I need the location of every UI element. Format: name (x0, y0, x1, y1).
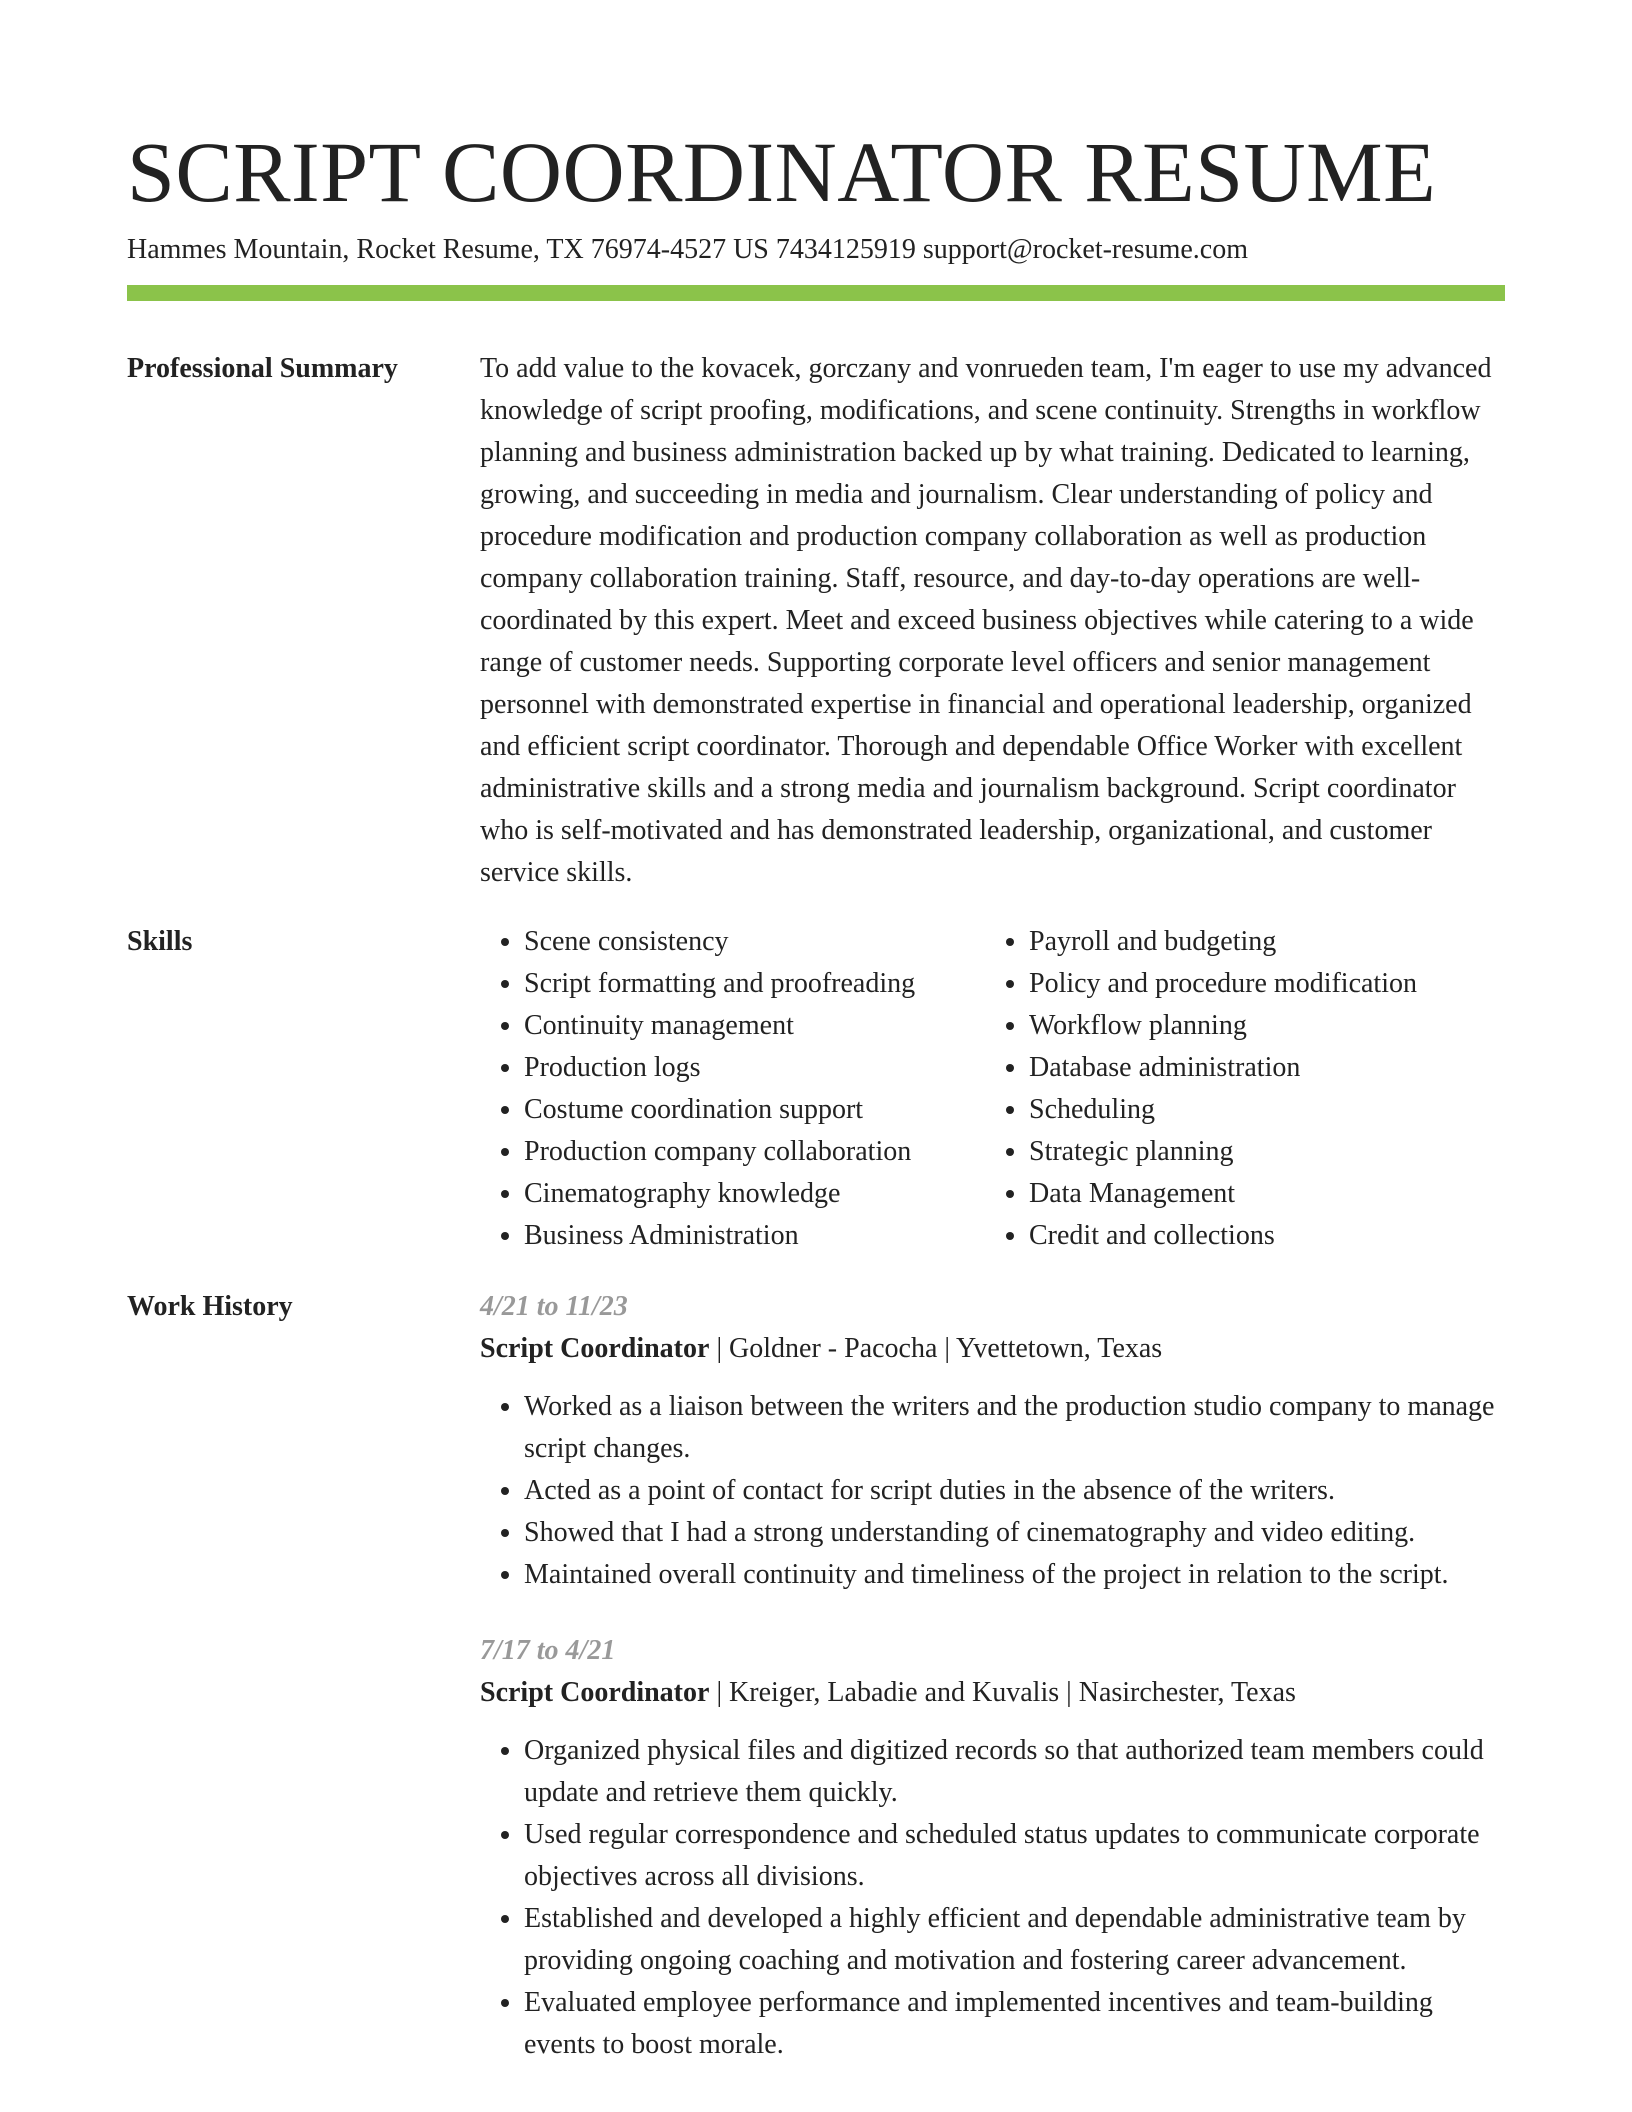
skill-item: • Workflow planning (1029, 1005, 1489, 1047)
job-bullet: • Established and developed a highly efficient and dependable administrative team by providing ongoing coaching and motivation and fostering career advancement. (524, 1898, 1505, 1982)
skills-list-right (984, 921, 1489, 1257)
job-title: Script Coordinator (480, 1333, 710, 1364)
summary-body (480, 348, 1505, 894)
skill-item: • Business Administration (524, 1215, 984, 1257)
job-dates: 4/21 to 11/23 (480, 1291, 628, 1322)
job-dates: 7/17 to 4/21 (480, 1635, 616, 1666)
skill-item: • Cinematography knowledge (524, 1173, 984, 1215)
skill-item: • Production company collaboration (524, 1131, 984, 1173)
job-bullet-list (480, 1730, 1505, 2066)
skills-label: Skills (127, 926, 193, 957)
job-bullet: • Used regular correspondence and scheduled status updates to communicate corporate objectives across all divisions. (524, 1814, 1505, 1898)
job-bullet: • Worked as a liaison between the writers and the production studio company to manage script changes. (524, 1386, 1505, 1470)
summary-label: Professional Summary (127, 353, 398, 384)
skills-columns (480, 921, 1505, 1257)
skill-item: • Database administration (1029, 1047, 1489, 1089)
skill-item: • Script formatting and proofreading (524, 963, 984, 1005)
skill-item: • Strategic planning (1029, 1131, 1489, 1173)
header-accent-rule (127, 285, 1505, 301)
resume-title: SCRIPT COORDINATOR RESUME (127, 124, 1437, 220)
job-bullet: • Organized physical files and digitized records so that authorized team members could update and retrieve them quickly. (524, 1730, 1505, 1814)
job-heading (480, 1328, 1505, 1370)
skill-item: • Scheduling (1029, 1089, 1489, 1131)
skill-item: • Policy and procedure modification (1029, 963, 1489, 1005)
job-title: Script Coordinator (480, 1677, 710, 1708)
job-details: | Goldner - Pacocha | Yvettetown, Texas (709, 1333, 1163, 1364)
skill-item: • Scene consistency (524, 921, 984, 963)
job-bullet: • Showed that I had a strong understanding of cinematography and video editing. (524, 1512, 1505, 1554)
summary-text: To add value to the kovacek, gorczany and vonrueden team, I'm eager to use my advanced knowledge of script proofing, modifications, and scene continuity. Strengths in workflow planning and business administration backed up by what training. Dedicated to learning, growing, and succeeding in media and journalism. Clear understanding of policy and procedure modification and production company collaboration as well as production company collaboration training. Staff, resource, and day-to-day operations are well-coordinated by this expert. Meet and exceed business objectives while catering to a wide range of customer needs. Supporting corporate level officers and senior management personnel with demonstrated expertise in financial and operational leadership, organized and efficient script coordinator. Thorough and dependable Office Worker with excellent administrative skills and a strong media and journalism background. Script coordinator who is self-motivated and has demonstrated leadership, organizational, and customer service skills. (480, 353, 1492, 888)
skills-body (480, 921, 1505, 1257)
skill-item: • Costume coordination support (524, 1089, 984, 1131)
skill-item: • Data Management (1029, 1173, 1489, 1215)
contact-line: Hammes Mountain, Rocket Resume, TX 76974-4527 US 7434125919 support@rocket-resume.com (127, 234, 1248, 265)
job-details: | Kreiger, Labadie and Kuvalis | Nasirchester, Texas (709, 1677, 1296, 1708)
work-history-body (480, 1286, 1505, 2066)
job-bullet-list (480, 1386, 1505, 1596)
work-history-label: Work History (127, 1291, 293, 1322)
skill-item: • Payroll and budgeting (1029, 921, 1489, 963)
skill-item: • Production logs (524, 1047, 984, 1089)
job-bullet: • Evaluated employee performance and implemented incentives and team-building events to boost morale. (524, 1982, 1505, 2066)
skill-item: • Credit and collections (1029, 1215, 1489, 1257)
job-heading (480, 1672, 1505, 1714)
skills-list-left (480, 921, 984, 1257)
job-entry (480, 1630, 1505, 2066)
job-bullet: • Maintained overall continuity and timeliness of the project in relation to the script. (524, 1554, 1505, 1596)
job-entry (480, 1286, 1505, 1596)
job-bullet: • Acted as a point of contact for script duties in the absence of the writers. (524, 1470, 1505, 1512)
skill-item: • Continuity management (524, 1005, 984, 1047)
